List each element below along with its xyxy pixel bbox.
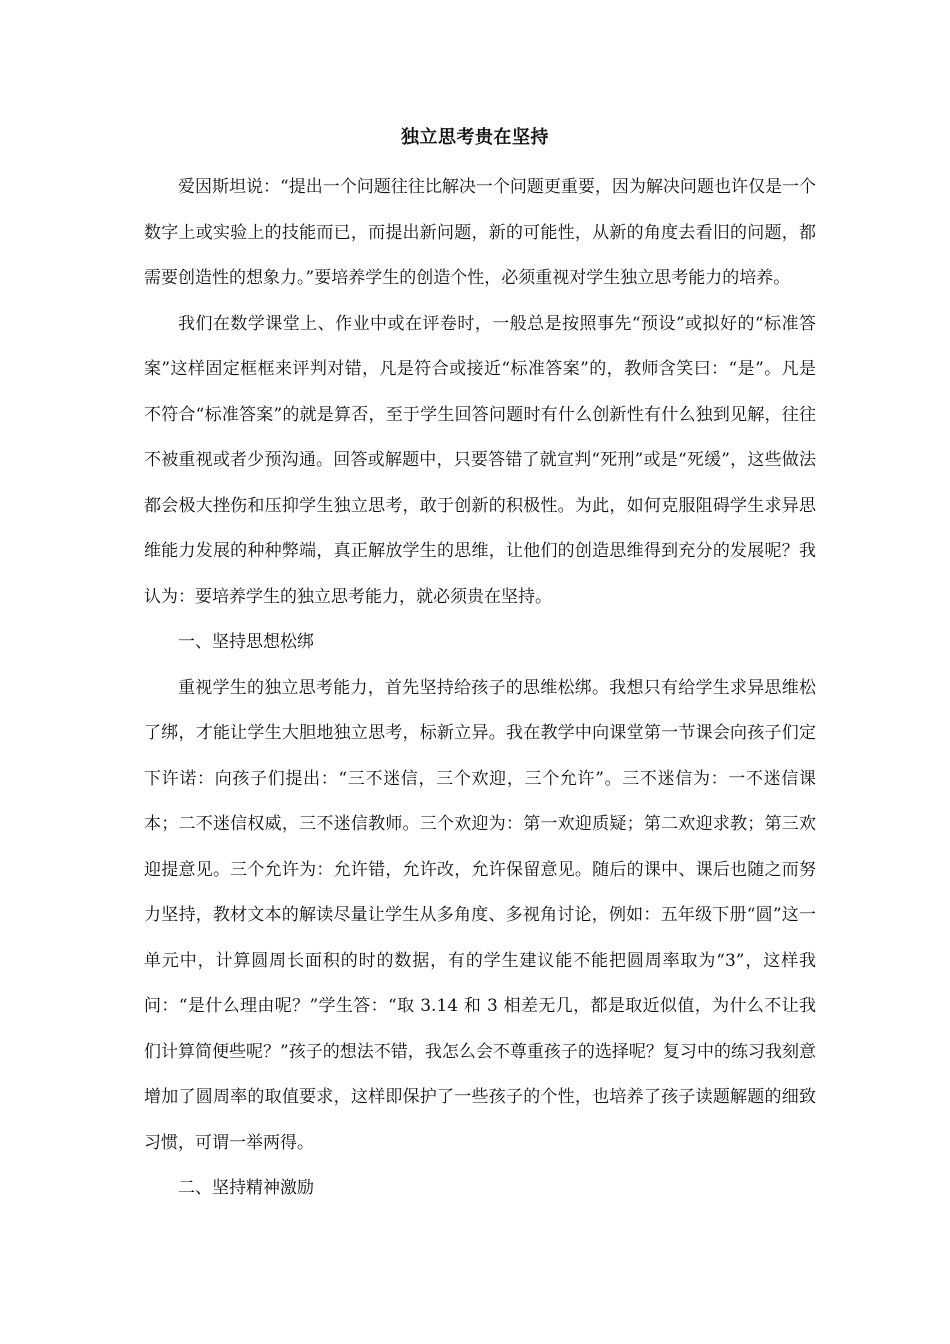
paragraph-einstein-quote: 爱因斯坦说：“提出一个问题往往比解决一个问题更重要，因为解决问题也许仅是一个数字上或实验上的技能而已，而提出新问题，新的可能性，从新的角度去看旧的问题，都需要创造性的想象力。”要培养学生的创造个性，必须重视对学生独立思考能力的培养。 bbox=[144, 177, 816, 288]
section-heading-1: 一、坚持思想松绑 bbox=[178, 632, 314, 652]
section-heading-2: 二、坚持精神激励 bbox=[178, 1178, 314, 1198]
document-body bbox=[144, 165, 816, 1212]
paragraph-thinking-freedom: 重视学生的独立思考能力，首先坚持给孩子的思维松绑。我想只有给学生求异思维松了绑，才能让学生大胆地独立思考，标新立异。我在教学中向课堂第一节课会向孩子们定下许诺：向孩子们提出：“三不迷信，三个欢迎，三个允许”。三不迷信为：一不迷信课本；二不迷信权威，三不迷信教师。三个欢迎为：第一欢迎质疑；第二欢迎求教；第三欢迎提意见。三个允许为：允许错，允许改，允许保留意见。随后的课中、课后也随之而努力坚持，教材文本的解读尽量让学生从多角度、多视角讨论，例如：五年级下册“圆”这一单元中，计算圆周长面积的时的数据，有的学生建议能不能把圆周率取为“3”，这样我问：“是什么理由呢？”学生答：“取 3.14 和 3 相差无几，都是取近似值，为什么不让我们计算简便些呢？”孩子的想法不错，我怎么会不尊重孩子的选择呢？复习中的练习我刻意增加了圆周率的取值要求，这样即保护了一些孩子的个性，也培养了孩子读题解题的细致习惯，可谓一举两得。 bbox=[144, 677, 816, 1153]
document-title: 独立思考贵在坚持 bbox=[401, 127, 549, 148]
paragraph-standard-answers: 我们在数学课堂上、作业中或在评卷时，一般总是按照事先“预设”或拟好的“标准答案”这样固定框框来评判对错，凡是符合或接近“标准答案”的，教师含笑曰：“是”。凡是不符合“标准答案”的就是算否，至于学生回答问题时有什么创新性有什么独到见解，往往不被重视或者少预沟通。回答或解题中，只要答错了就宣判“死刑”或是“死缓”，这些做法都会极大挫伤和压抑学生独立思考，敢于创新的积极性。为此，如何克服阻碍学生求异思维能力发展的种种弊端，真正解放学生的思维，让他们的创造思维得到充分的发展呢？我认为：要培养学生的独立思考能力，就必须贵在坚持。 bbox=[144, 313, 816, 607]
